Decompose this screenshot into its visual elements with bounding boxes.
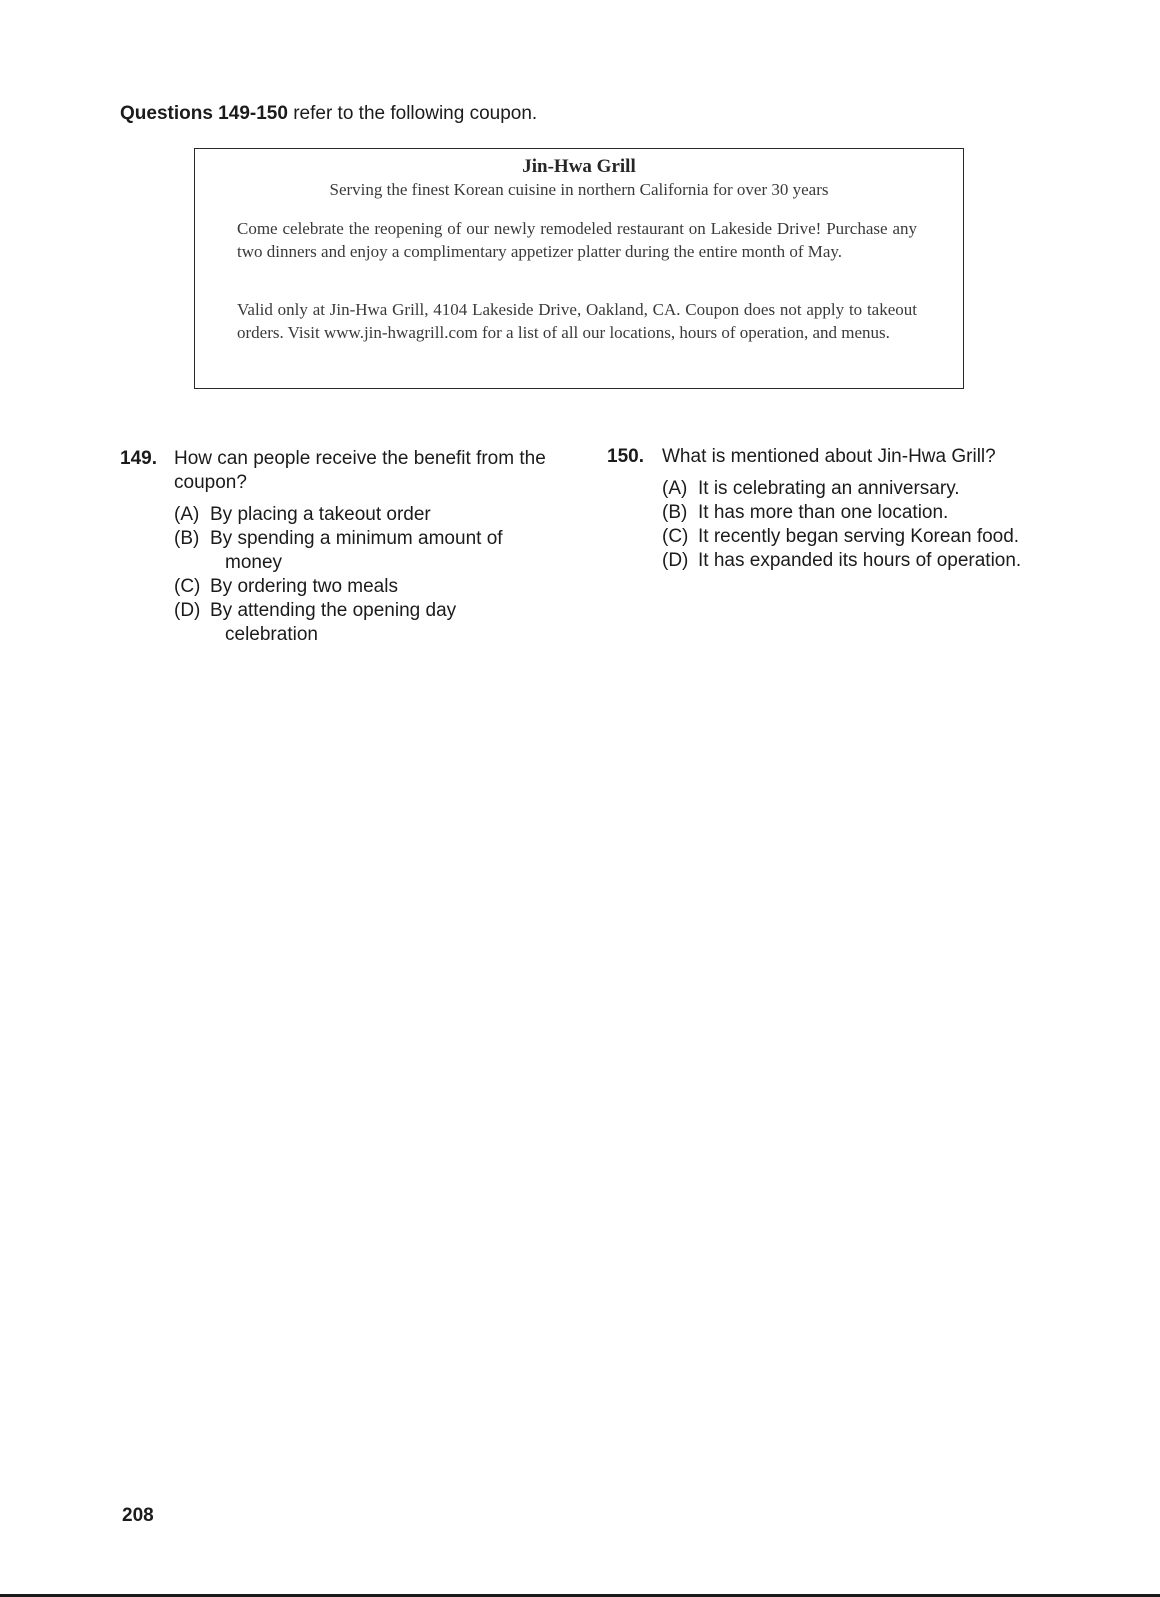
question-number: 150. [607,446,644,467]
coupon [194,148,964,389]
answer-option-d[interactable] [174,599,550,647]
option-letter: (A) [662,478,688,499]
question-149 [120,447,550,647]
answer-option-c[interactable] [174,575,550,599]
answer-options [662,477,1047,573]
instructions-question-range: Questions 149-150 [120,103,288,124]
question-150 [607,445,1047,573]
answer-option-a[interactable] [662,477,1047,501]
question-text: What is mentioned about Jin-Hwa Grill? [662,446,996,467]
coupon-subtitle: Serving the finest Korean cuisine in northern California for over 30 years [329,180,829,199]
option-text: By attending the opening day celebration [210,600,457,645]
instructions-text: refer to the following coupon. [287,103,538,124]
answer-option-b[interactable] [174,527,550,575]
option-text: It has expanded its hours of operation. [698,550,1022,571]
answer-options [174,503,550,647]
answer-option-d[interactable] [662,549,1047,573]
option-letter: (A) [174,504,200,525]
instructions [120,101,537,127]
question-number: 149. [120,448,157,469]
coupon-terms-paragraph: Valid only at Jin-Hwa Grill, 4104 Lakeside Drive, Oakland, CA. Coupon does not apply to takeout orders. Visit www.jin-hwagrill.com for a list of all our locations, hours of operation, and menus. [237,300,917,342]
option-letter: (B) [174,528,200,549]
page-number: 208 [122,1505,154,1526]
option-text: It is celebrating an anniversary. [698,478,960,499]
option-letter: (C) [174,576,201,597]
option-letter: (B) [662,502,688,523]
answer-option-b[interactable] [662,501,1047,525]
option-text: It has more than one location. [698,502,949,523]
answer-option-a[interactable] [174,503,550,527]
option-letter: (C) [662,526,689,547]
answer-option-c[interactable] [662,525,1047,549]
option-letter: (D) [174,600,201,621]
option-text: By spending a minimum amount of money [210,528,503,573]
option-text: By placing a takeout order [210,504,431,525]
option-text: By ordering two meals [210,576,398,597]
question-text: How can people receive the benefit from the coupon? [174,448,546,493]
option-text: It recently began serving Korean food. [698,526,1020,547]
coupon-offer-paragraph: Come celebrate the reopening of our newly remodeled restaurant on Lakeside Drive! Purchase any two dinners and enjoy a complimentary appetizer platter during the entire month of May. [237,219,917,261]
coupon-title: Jin-Hwa Grill [522,156,636,177]
option-letter: (D) [662,550,689,571]
